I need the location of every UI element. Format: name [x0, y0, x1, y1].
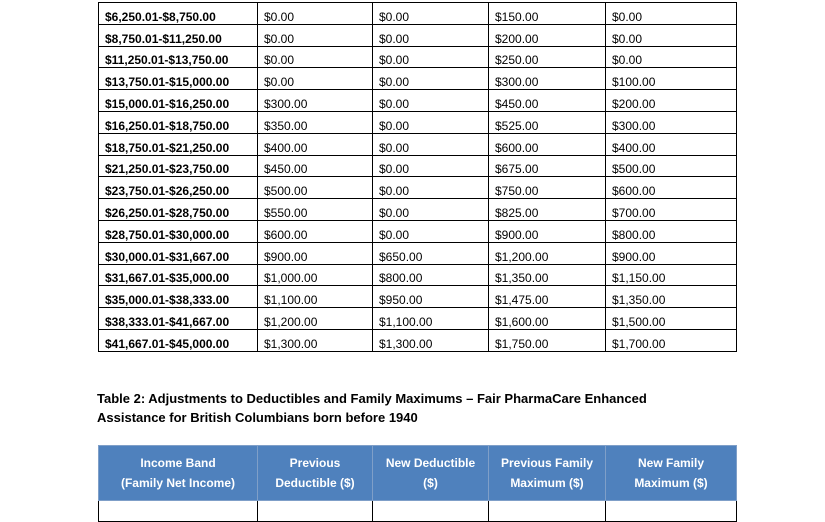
adjustments-table [98, 445, 737, 522]
table-row [99, 220, 737, 242]
amount-cell: $550.00 [258, 199, 373, 221]
table-row [99, 68, 737, 90]
amount-cell: $800.00 [373, 264, 489, 286]
amount-cell: $1,350.00 [489, 264, 606, 286]
amount-cell: $200.00 [489, 24, 606, 46]
amount-cell: $1,700.00 [606, 329, 737, 351]
income-band-cell: $13,750.01-$15,000.00 [99, 68, 258, 90]
amount-cell: $0.00 [373, 177, 489, 199]
amount-cell: $1,300.00 [258, 329, 373, 351]
table-cell [99, 501, 258, 522]
amount-cell: $1,500.00 [606, 308, 737, 330]
amount-cell: $700.00 [606, 199, 737, 221]
amount-cell: $800.00 [606, 220, 737, 242]
amount-cell: $400.00 [258, 133, 373, 155]
income-band-cell: $8,750.01-$11,250.00 [99, 24, 258, 46]
income-band-cell: $41,667.01-$45,000.00 [99, 329, 258, 351]
amount-cell: $950.00 [373, 286, 489, 308]
caption-line-1: Table 2: Adjustments to Deductibles and Family Maximums – Fair PharmaCare Enhanced [97, 391, 647, 406]
amount-cell: $500.00 [606, 155, 737, 177]
amount-cell: $0.00 [258, 3, 373, 25]
income-band-cell: $38,333.01-$41,667.00 [99, 308, 258, 330]
header-new-family-maximum: New Family Maximum ($) [606, 446, 737, 501]
table-row [99, 46, 737, 68]
amount-cell: $1,200.00 [258, 308, 373, 330]
amount-cell: $0.00 [373, 111, 489, 133]
table-row [99, 199, 737, 221]
table-row [99, 286, 737, 308]
header-income-band: Income Band (Family Net Income) [99, 446, 258, 501]
income-band-cell: $16,250.01-$18,750.00 [99, 111, 258, 133]
table-cell [489, 501, 606, 522]
header-new-deductible: New Deductible ($) [373, 446, 489, 501]
income-band-cell: $23,750.01-$26,250.00 [99, 177, 258, 199]
income-band-cell: $28,750.01-$30,000.00 [99, 220, 258, 242]
table-row [99, 133, 737, 155]
amount-cell: $250.00 [489, 46, 606, 68]
amount-cell: $0.00 [258, 46, 373, 68]
header-previous-family-maximum: Previous Family Maximum ($) [489, 446, 606, 501]
table-row [99, 329, 737, 351]
income-band-cell: $6,250.01-$8,750.00 [99, 3, 258, 25]
amount-cell: $450.00 [489, 90, 606, 112]
amount-cell: $1,100.00 [373, 308, 489, 330]
income-band-cell: $21,250.01-$23,750.00 [99, 155, 258, 177]
table-row [99, 24, 737, 46]
amount-cell: $0.00 [373, 155, 489, 177]
adjustments-table-row [99, 501, 737, 522]
income-band-cell: $31,667.01-$35,000.00 [99, 264, 258, 286]
amount-cell: $1,300.00 [373, 329, 489, 351]
amount-cell: $450.00 [258, 155, 373, 177]
amount-cell: $1,600.00 [489, 308, 606, 330]
amount-cell: $300.00 [258, 90, 373, 112]
income-band-cell: $30,000.01-$31,667.00 [99, 242, 258, 264]
amount-cell: $1,350.00 [606, 286, 737, 308]
table-2-caption [97, 389, 737, 427]
income-band-cell: $18,750.01-$21,250.00 [99, 133, 258, 155]
amount-cell: $0.00 [258, 24, 373, 46]
amount-cell: $900.00 [258, 242, 373, 264]
table-cell [258, 501, 373, 522]
amount-cell: $1,150.00 [606, 264, 737, 286]
adjustments-table-header-row [99, 446, 737, 501]
amount-cell: $675.00 [489, 155, 606, 177]
table-cell [606, 501, 737, 522]
table-cell [373, 501, 489, 522]
amount-cell: $900.00 [489, 220, 606, 242]
amount-cell: $0.00 [373, 220, 489, 242]
header-previous-deductible: Previous Deductible ($) [258, 446, 373, 501]
amount-cell: $300.00 [606, 111, 737, 133]
income-band-cell: $15,000.01-$16,250.00 [99, 90, 258, 112]
amount-cell: $825.00 [489, 199, 606, 221]
amount-cell: $500.00 [258, 177, 373, 199]
amount-cell: $0.00 [373, 24, 489, 46]
table-row [99, 308, 737, 330]
income-band-cell: $35,000.01-$38,333.00 [99, 286, 258, 308]
amount-cell: $150.00 [489, 3, 606, 25]
amount-cell: $600.00 [258, 220, 373, 242]
table-row [99, 155, 737, 177]
amount-cell: $750.00 [489, 177, 606, 199]
amount-cell: $525.00 [489, 111, 606, 133]
amount-cell: $0.00 [373, 46, 489, 68]
amount-cell: $300.00 [489, 68, 606, 90]
table-row [99, 111, 737, 133]
amount-cell: $600.00 [489, 133, 606, 155]
income-band-cell: $11,250.01-$13,750.00 [99, 46, 258, 68]
amount-cell: $0.00 [373, 68, 489, 90]
deductibles-table [98, 2, 737, 352]
amount-cell: $900.00 [606, 242, 737, 264]
table-row [99, 264, 737, 286]
table-row [99, 90, 737, 112]
amount-cell: $1,475.00 [489, 286, 606, 308]
amount-cell: $0.00 [606, 46, 737, 68]
amount-cell: $0.00 [606, 3, 737, 25]
caption-line-2: Assistance for British Columbians born before 1940 [97, 410, 418, 425]
deductibles-table-body [99, 3, 737, 352]
amount-cell: $100.00 [606, 68, 737, 90]
amount-cell: $350.00 [258, 111, 373, 133]
amount-cell: $1,100.00 [258, 286, 373, 308]
amount-cell: $1,000.00 [258, 264, 373, 286]
amount-cell: $0.00 [606, 24, 737, 46]
amount-cell: $0.00 [373, 90, 489, 112]
amount-cell: $0.00 [373, 199, 489, 221]
amount-cell: $200.00 [606, 90, 737, 112]
table-row [99, 177, 737, 199]
amount-cell: $400.00 [606, 133, 737, 155]
amount-cell: $0.00 [373, 3, 489, 25]
amount-cell: $600.00 [606, 177, 737, 199]
amount-cell: $0.00 [258, 68, 373, 90]
income-band-cell: $26,250.01-$28,750.00 [99, 199, 258, 221]
table-row [99, 3, 737, 25]
amount-cell: $1,750.00 [489, 329, 606, 351]
amount-cell: $650.00 [373, 242, 489, 264]
amount-cell: $1,200.00 [489, 242, 606, 264]
amount-cell: $0.00 [373, 133, 489, 155]
table-row [99, 242, 737, 264]
